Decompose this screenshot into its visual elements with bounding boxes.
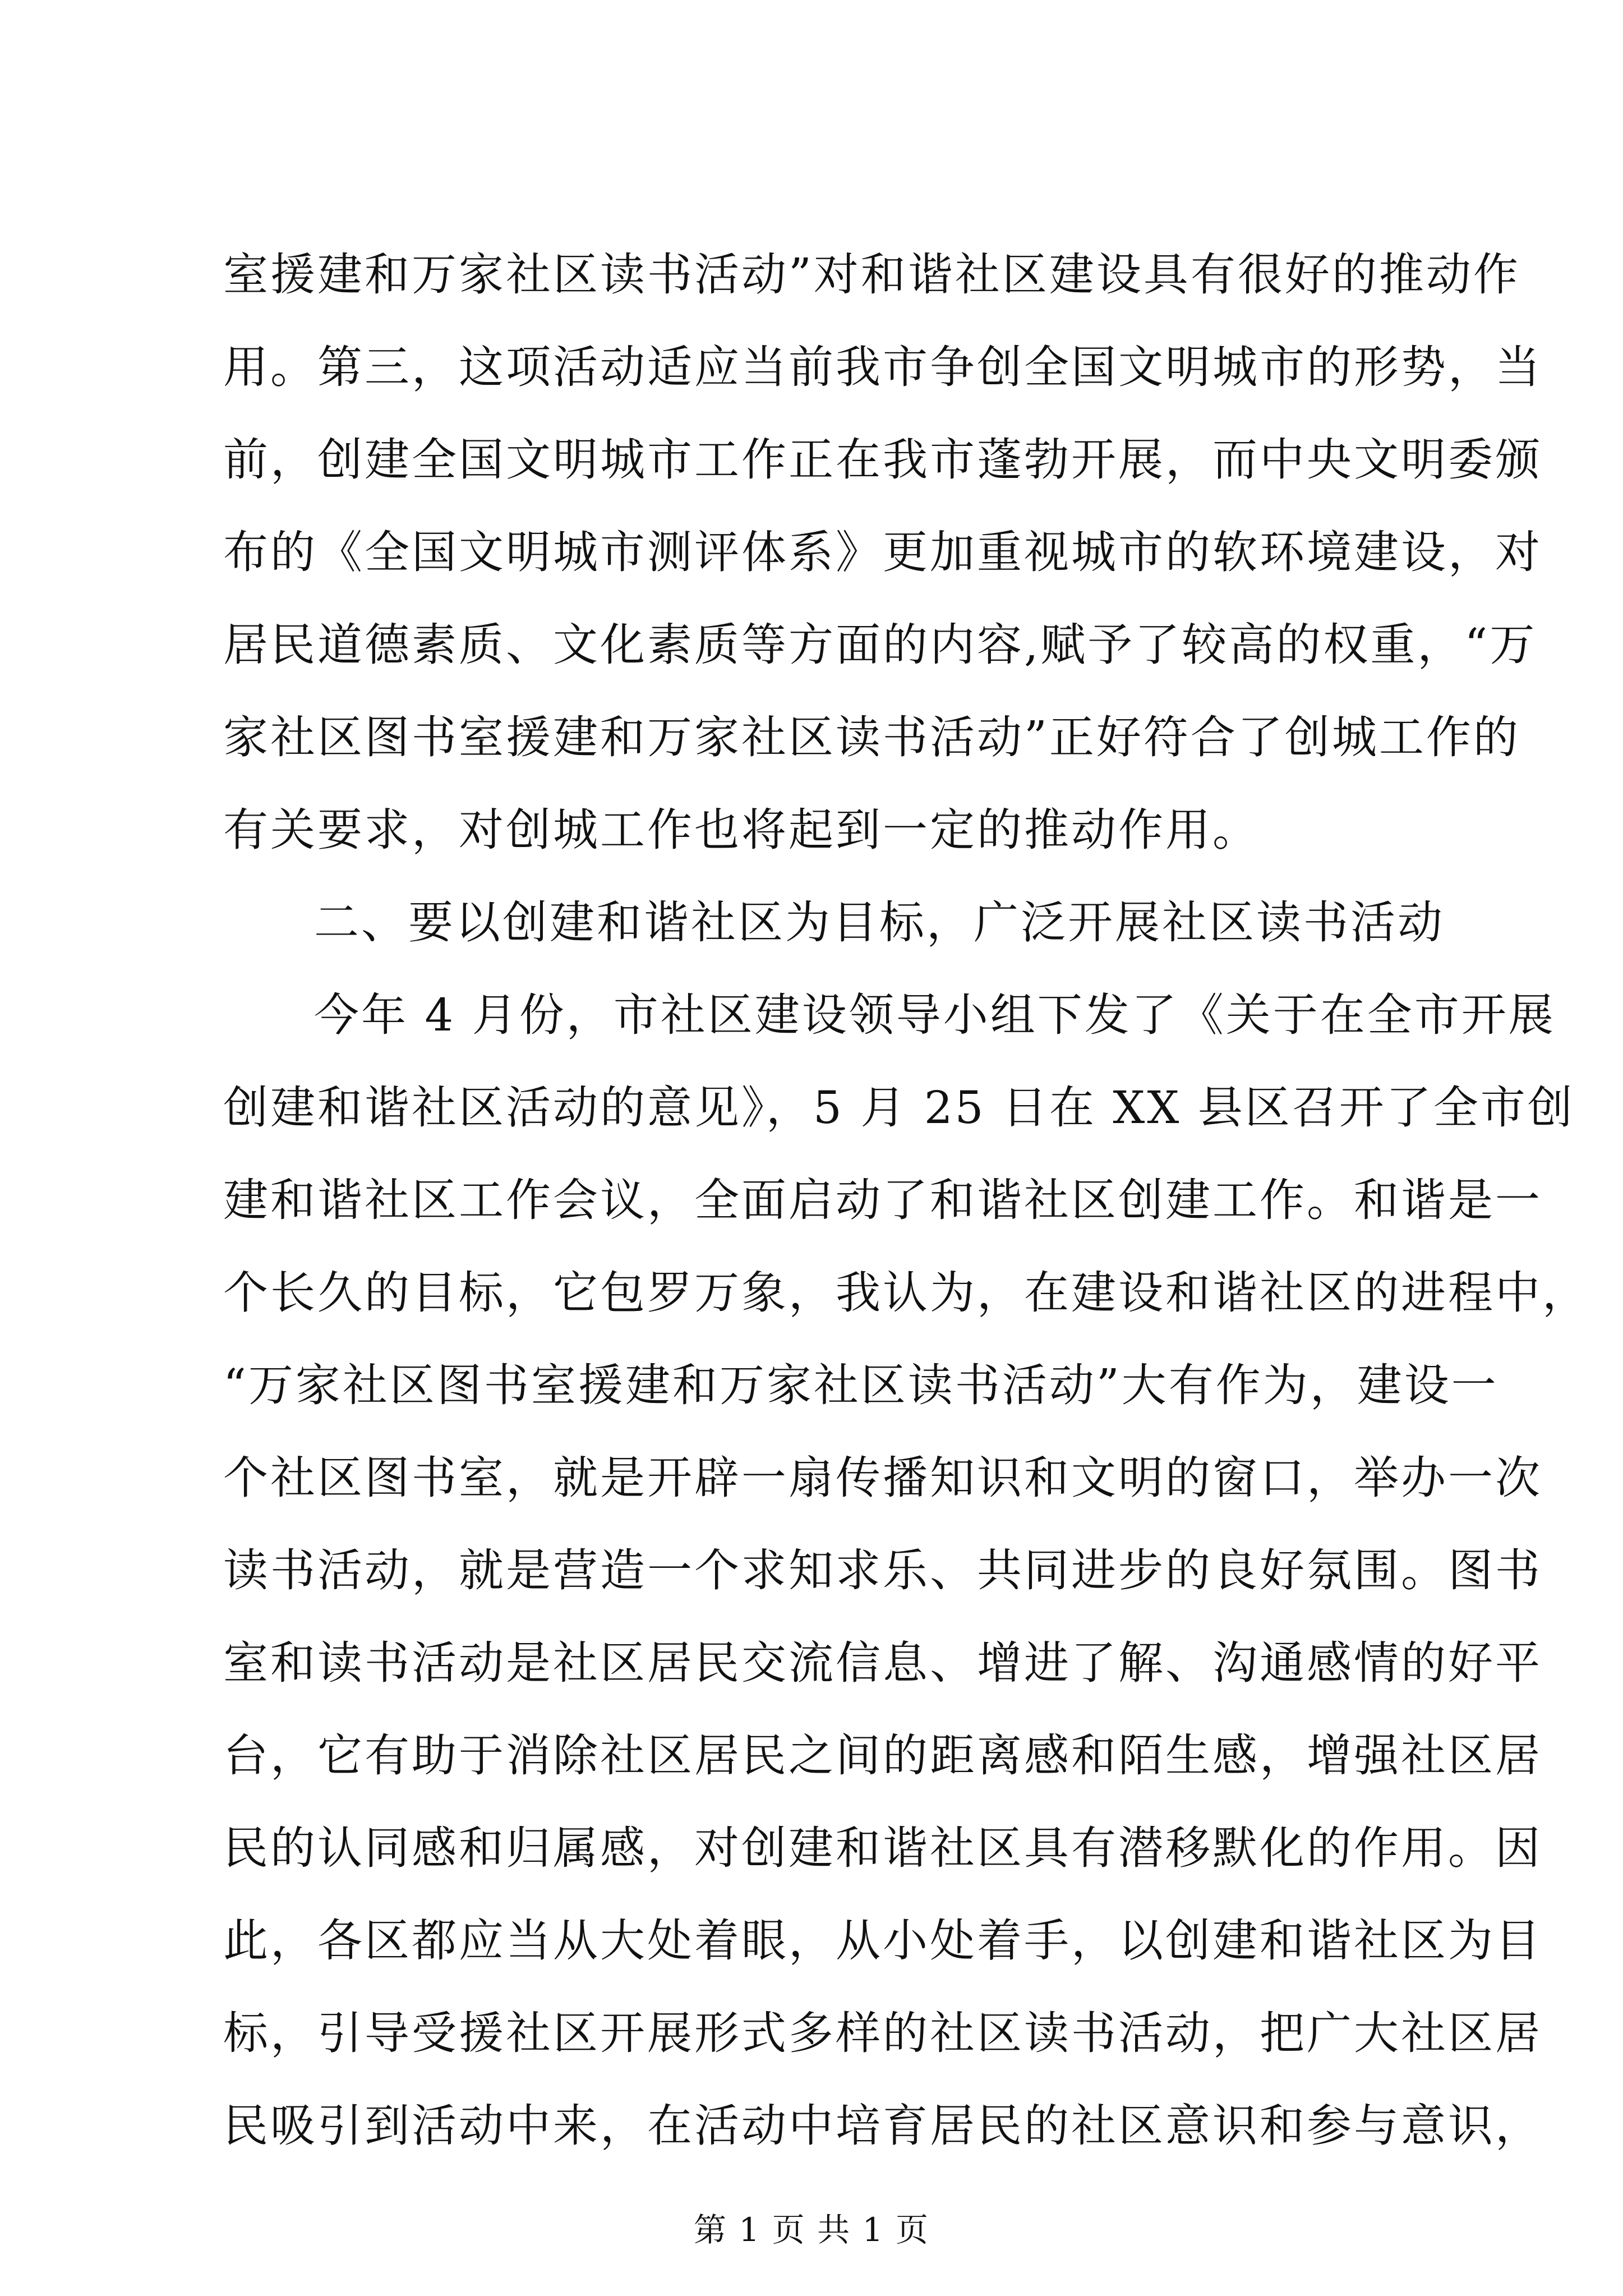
text-line-17: 台，它有助于消除社区居民之间的距离感和陌生感，增强社区居 bbox=[223, 1729, 1542, 1782]
text-line-18: 民的认同感和归属感，对创建和谐社区具有潜移默化的作用。因 bbox=[223, 1822, 1542, 1874]
text-line-13: “万家社区图书室援建和万家社区读书活动”大有作为，建设一 bbox=[223, 1359, 1498, 1411]
page-footer: 第 1 页 共 1 页 bbox=[694, 2211, 929, 2249]
text-line-6: 家社区图书室援建和万家社区读书活动”正好符合了创城工作的 bbox=[223, 711, 1520, 763]
text-line-3: 前，创建全国文明城市工作正在我市蓬勃开展，而中央文明委颁 bbox=[223, 434, 1542, 486]
text-line-21: 民吸引到活动中来，在活动中培育居民的社区意识和参与意识， bbox=[223, 2100, 1542, 2152]
text-line-2: 用。第三，这项活动适应当前我市争创全国文明城市的形势，当 bbox=[223, 341, 1542, 393]
text-line-9: 今年 4 月份，市社区建设领导小组下发了《关于在全市开展 bbox=[314, 989, 1556, 1041]
text-line-16: 室和读书活动是社区居民交流信息、增进了解、沟通感情的好平 bbox=[223, 1637, 1542, 1689]
text-line-19: 此，各区都应当从大处着眼，从小处着手，以创建和谐社区为目 bbox=[223, 1915, 1542, 1967]
text-line-12: 个长久的目标，它包罗万象，我认为，在建设和谐社区的进程中， bbox=[223, 1267, 1589, 1319]
text-line-1: 室援建和万家社区读书活动”对和谐社区建设具有很好的推动作 bbox=[223, 249, 1520, 301]
text-line-15: 读书活动，就是营造一个求知求乐、共同进步的良好氛围。图书 bbox=[223, 1544, 1542, 1596]
section-heading: 二、要以创建和谐社区为目标，广泛开展社区读书活动 bbox=[314, 896, 1445, 949]
text-line-11: 建和谐社区工作会议，全面启动了和谐社区创建工作。和谐是一 bbox=[223, 1174, 1542, 1226]
text-line-20: 标，引导受援社区开展形式多样的社区读书活动，把广大社区居 bbox=[223, 2007, 1542, 2059]
text-line-5: 居民道德素质、文化素质等方面的内容,赋予了较高的权重，“万 bbox=[223, 619, 1537, 671]
text-line-10: 创建和谐社区活动的意见》，5 月 25 日在 XX 县区召开了全市创 bbox=[223, 1082, 1575, 1134]
text-line-7: 有关要求，对创城工作也将起到一定的推动作用。 bbox=[223, 804, 1260, 856]
text-line-4: 布的《全国文明城市测评体系》更加重视城市的软环境建设，对 bbox=[223, 526, 1542, 578]
text-line-14: 个社区图书室，就是开辟一扇传播知识和文明的窗口，举办一次 bbox=[223, 1452, 1542, 1504]
